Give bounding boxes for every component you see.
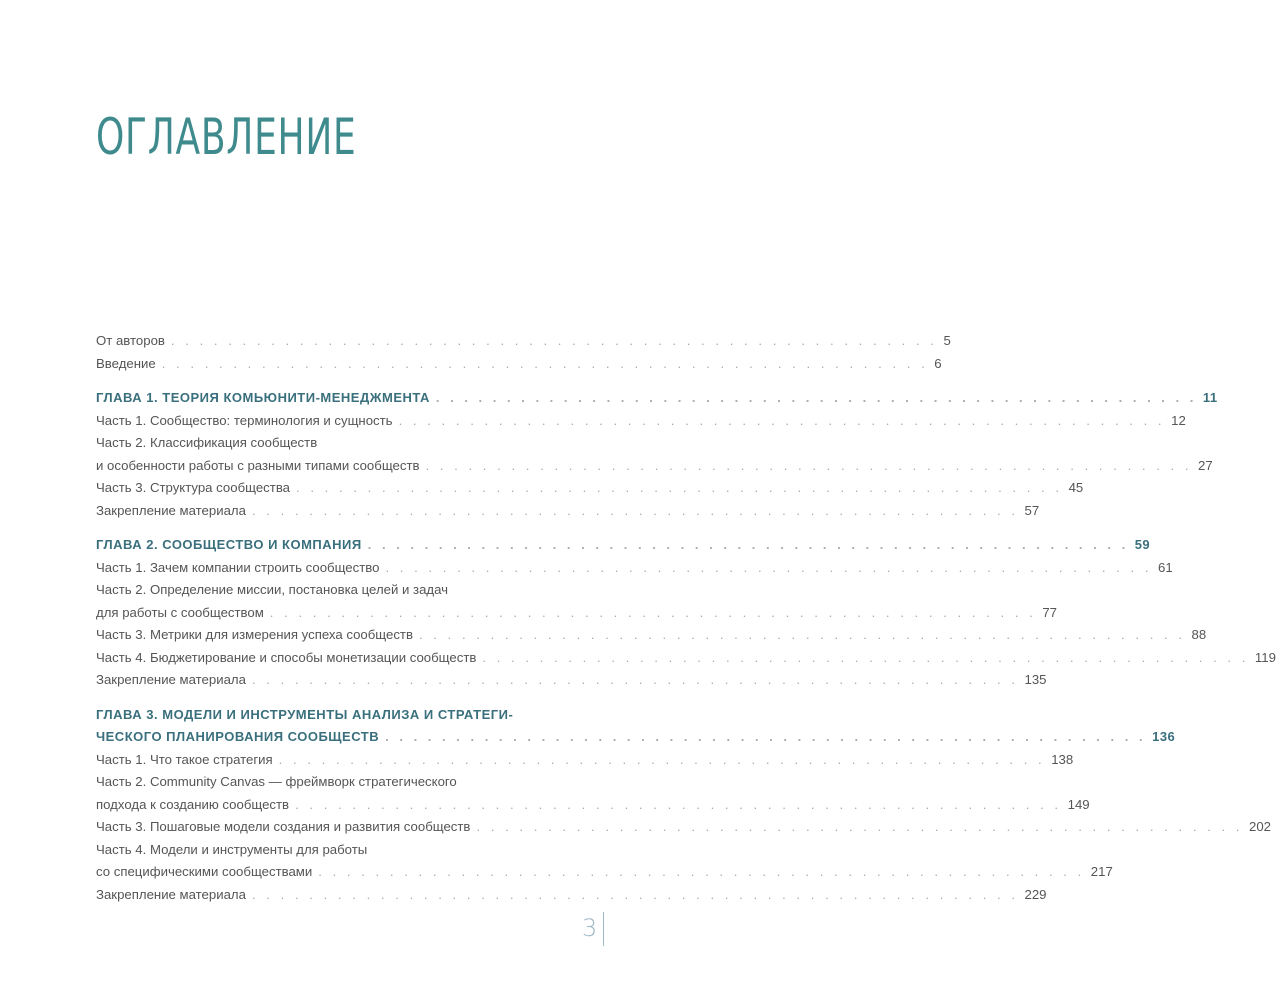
toc-entry-row (96, 534, 1151, 557)
toc-page-number: 88 (1191, 627, 1207, 642)
toc-page-number: 11 (1202, 390, 1218, 405)
toc-entry-title: Закрепление материала (96, 672, 246, 687)
dot-leader: . . . . . . . . . . . . . . . . . . . . . . . . . . . . . . . . . . . . . . . . . . . . . . . . . . . . . . (278, 751, 1046, 767)
toc-entry-row (96, 816, 1271, 839)
toc-entry-title: От авторов (96, 333, 165, 348)
toc-entry-row (96, 557, 1173, 580)
toc-page-number: 5 (943, 333, 951, 348)
toc-entry[interactable] (96, 771, 1090, 816)
toc-entry-title-line: ГЛАВА 3. МОДЕЛИ И ИНСТРУМЕНТЫ АНАЛИЗА И СТРАТЕГИ- (96, 706, 514, 722)
toc-page-number: 57 (1024, 502, 1040, 518)
toc-entry-title: Часть 3. Структура сообщества (96, 480, 291, 495)
toc-entry[interactable] (96, 816, 1271, 839)
toc-chapter[interactable] (96, 534, 1151, 557)
toc-entry-title: ГЛАВА 1. ТЕОРИЯ КОМЬЮНИТИ-МЕНЕДЖМЕНТА (96, 390, 430, 405)
toc-entry-row (96, 669, 1047, 692)
toc-page-number: 138 (1051, 751, 1074, 767)
dot-leader: . . . . . . . . . . . . . . . . . . . . . . . . . . . . . . . . . . . . . . . . . . . . . . . . . . . . . . (398, 412, 1166, 428)
toc-entry[interactable] (96, 579, 1058, 624)
toc-entry-title: Закрепление материала (96, 502, 246, 518)
dot-leader: . . . . . . . . . . . . . . . . . . . . . . . . . . . . . . . . . . . . . . . . . . . . . . . . . . . . . . (251, 672, 1019, 687)
dot-leader: . . . . . . . . . . . . . . . . . . . . . . . . . . . . . . . . . . . . . . . . . . . . . . . . . . . . . . (476, 819, 1243, 834)
toc-entry[interactable] (96, 647, 1276, 670)
toc-page-number: 217 (1090, 864, 1113, 879)
section-gap (96, 522, 606, 534)
toc-entry-title: Часть 3. Метрики для измерения успеха сообществ (96, 627, 413, 642)
toc-entry-row (96, 602, 1058, 625)
toc-page-number: 119 (1254, 649, 1276, 665)
dot-leader: . . . . . . . . . . . . . . . . . . . . . . . . . . . . . . . . . . . . . . . . . . . . . . . . . . . . . . (161, 355, 929, 371)
toc-page-number: 229 (1024, 886, 1047, 902)
toc-entry-title: для работы с сообществом (96, 604, 264, 620)
toc-chapter[interactable] (96, 387, 1218, 410)
toc-entry-row (96, 455, 1213, 478)
toc-page-number: 135 (1024, 672, 1047, 687)
toc-entry-title: Закрепление материала (96, 886, 246, 902)
toc-chapter[interactable] (96, 704, 1176, 749)
toc-entry-title-line: Часть 2. Определение миссии, постановка целей и задач (96, 582, 449, 597)
toc-entry-title: Часть 4. Бюджетирование и способы монетизации сообществ (96, 649, 477, 665)
toc-entry-row (96, 500, 1040, 523)
dot-leader: . . . . . . . . . . . . . . . . . . . . . . . . . . . . . . . . . . . . . . . . . . . . . . . . . . . . . . (318, 864, 1085, 879)
toc-entry-row (96, 861, 1113, 884)
toc-entry-title: Часть 3. Пошаговые модели создания и развития сообществ (96, 819, 471, 834)
page-number: 3 (582, 914, 598, 942)
toc-entry-row (96, 353, 942, 376)
dot-leader: . . . . . . . . . . . . . . . . . . . . . . . . . . . . . . . . . . . . . . . . . . . . . . . . . . . . . . (269, 604, 1037, 620)
toc-entry-title: ГЛАВА 2. СООБЩЕСТВО И КОМПАНИЯ (96, 537, 362, 552)
toc-entry-row (96, 726, 1176, 749)
dot-leader: . . . . . . . . . . . . . . . . . . . . . . . . . . . . . . . . . . . . . . . . . . . . . . . . . . . . . . (170, 333, 938, 348)
toc-page-number: 61 (1158, 559, 1173, 575)
toc-entry[interactable] (96, 353, 942, 376)
toc-entry[interactable] (96, 839, 1113, 884)
toc-entry-row (96, 330, 951, 353)
toc-entry-title: и особенности работы с разными типами сообществ (96, 457, 420, 473)
toc-page-number: 59 (1134, 537, 1151, 552)
toc-entry[interactable] (96, 624, 1207, 647)
toc-entry-title: Часть 1. Что такое стратегия (96, 751, 273, 767)
toc-entry-title: ЧЕСКОГО ПЛАНИРОВАНИЯ СООБЩЕСТВ (96, 729, 380, 744)
dot-leader: . . . . . . . . . . . . . . . . . . . . . . . . . . . . . . . . . . . . . . . . . . . . . . . . . . . . . . (482, 649, 1249, 665)
toc-entry-title-line: Часть 2. Community Canvas — фреймворк стратегического (96, 774, 457, 789)
toc-entry-title-line: Часть 4. Модели и инструменты для работы (96, 841, 368, 857)
toc-entry[interactable] (96, 669, 1047, 692)
toc-page-number: 149 (1067, 796, 1090, 812)
toc-page-number: 27 (1198, 457, 1213, 473)
dot-leader: . . . . . . . . . . . . . . . . . . . . . . . . . . . . . . . . . . . . . . . . . . . . . . . . . . . . . . (296, 480, 1063, 495)
toc-page-number: 12 (1171, 412, 1186, 428)
dot-leader: . . . . . . . . . . . . . . . . . . . . . . . . . . . . . . . . . . . . . . . . . . . . . . . . . . . . . . (251, 886, 1019, 902)
toc-entry-title: Часть 1. Зачем компании строить сообщество (96, 559, 380, 575)
toc-entry-row (96, 477, 1084, 500)
toc-entry-title: подхода к созданию сообществ (96, 796, 290, 812)
toc-entry-title: со специфическими сообществами (96, 864, 313, 879)
dot-leader: . . . . . . . . . . . . . . . . . . . . . . . . . . . . . . . . . . . . . . . . . . . . . . . . . . . . . . (385, 729, 1147, 744)
toc-entry-title: Введение (96, 355, 156, 371)
toc-entry[interactable] (96, 477, 1084, 500)
toc-entry-row (96, 884, 1047, 907)
toc-entry-title-line: Часть 2. Классификация сообществ (96, 435, 318, 450)
toc-page-number: 45 (1068, 480, 1084, 495)
toc-entry[interactable] (96, 432, 1213, 477)
page-number-divider (603, 912, 604, 946)
toc-entry-row (96, 749, 1074, 772)
dot-leader: . . . . . . . . . . . . . . . . . . . . . . . . . . . . . . . . . . . . . . . . . . . . . . . . . . . . . . (418, 627, 1186, 642)
toc-entry-row (96, 794, 1090, 817)
section-gap (96, 375, 606, 387)
section-gap (96, 692, 606, 704)
toc-page-number: 202 (1248, 819, 1271, 834)
dot-leader: . . . . . . . . . . . . . . . . . . . . . . . . . . . . . . . . . . . . . . . . . . . . . . . . . . . . . . (435, 390, 1197, 405)
toc-entry-row (96, 647, 1276, 670)
page-title: ОГЛАВЛЕНИЕ (96, 108, 357, 166)
dot-leader: . . . . . . . . . . . . . . . . . . . . . . . . . . . . . . . . . . . . . . . . . . . . . . . . . . . . . . (251, 502, 1019, 518)
dot-leader: . . . . . . . . . . . . . . . . . . . . . . . . . . . . . . . . . . . . . . . . . . . . . . . . . . . . . . (295, 796, 1062, 812)
toc-entry-row (96, 624, 1207, 647)
dot-leader: . . . . . . . . . . . . . . . . . . . . . . . . . . . . . . . . . . . . . . . . . . . . . . . . . . . . . . (367, 537, 1129, 552)
toc-entry[interactable] (96, 330, 951, 353)
toc-entry[interactable] (96, 557, 1173, 580)
toc-page-number: 136 (1152, 729, 1176, 744)
dot-leader: . . . . . . . . . . . . . . . . . . . . . . . . . . . . . . . . . . . . . . . . . . . . . . . . . . . . . . (385, 559, 1152, 575)
toc-entry[interactable] (96, 410, 1186, 433)
toc-entry-row (96, 410, 1186, 433)
table-of-contents (96, 330, 1276, 906)
toc-entry[interactable] (96, 500, 1040, 523)
dot-leader: . . . . . . . . . . . . . . . . . . . . . . . . . . . . . . . . . . . . . . . . . . . . . . . . . . . . . . (425, 457, 1193, 473)
toc-page-number: 77 (1042, 604, 1058, 620)
toc-entry[interactable] (96, 884, 1047, 907)
toc-entry-title: Часть 1. Сообщество: терминология и сущность (96, 412, 393, 428)
toc-entry-row (96, 387, 1218, 410)
toc-page-number: 6 (934, 355, 942, 371)
toc-entry[interactable] (96, 749, 1074, 772)
